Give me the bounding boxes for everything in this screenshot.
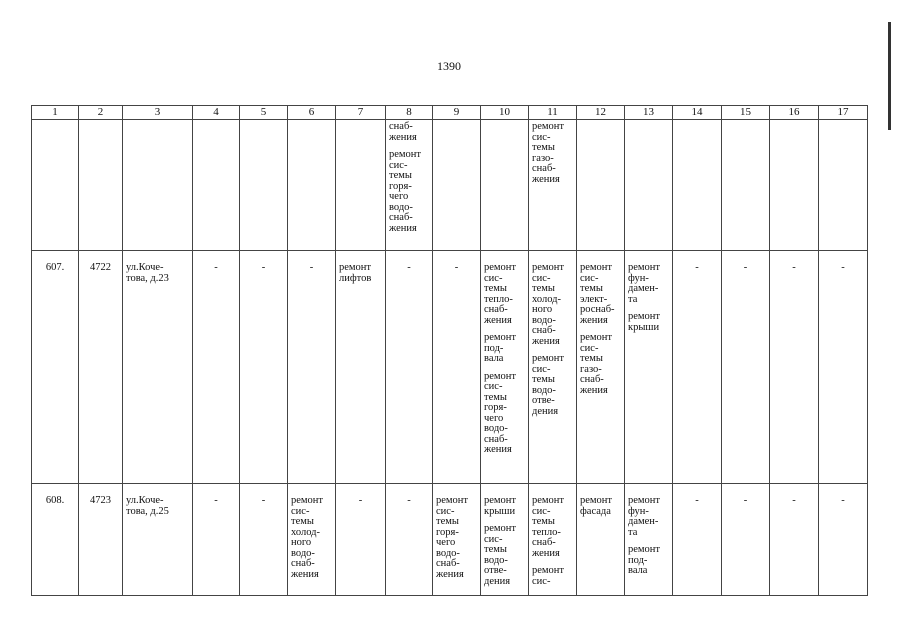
work-item: снаб- жения [389,121,417,143]
header-cell: 3 [123,106,193,120]
header-cell: 17 [819,106,868,120]
dash-cell: - [722,484,770,596]
header-cell: 16 [770,106,819,120]
address: ул.Коче- това, д.25 [123,484,193,596]
cell [770,120,819,251]
cell [625,120,673,251]
header-cell: 7 [336,106,386,120]
work-cell [288,484,336,596]
header-row [32,106,868,120]
dash-cell: - [433,251,481,484]
cell [577,120,625,251]
work-cell [481,251,529,484]
dash-cell: - [819,484,868,596]
dash-cell: - [722,251,770,484]
cell [433,120,481,251]
cell [481,120,529,251]
header-cell: 15 [722,106,770,120]
work-cell [625,251,673,484]
cell [722,120,770,251]
work-item: ремонт сис- темы газо- снаб- жения [532,121,565,185]
house-code: 4723 [79,484,123,596]
cell [673,120,722,251]
work-item: ремонт сис- темы тепло- снаб- жения [484,262,517,326]
work-item: ремонт лифтов [339,262,372,284]
dash-cell: - [288,251,336,484]
header-cell: 13 [625,106,673,120]
work-item: ремонт сис- [532,565,565,587]
work-cell [336,251,386,484]
work-item: ремонт сис- темы горя- чего водо- снаб- жения [484,370,517,455]
work-item: ремонт под- вала [484,332,517,364]
header-cell: 2 [79,106,123,120]
header-cell: 8 [386,106,433,120]
work-item: ремонт фун- дамен- та [628,262,661,305]
work-item: ремонт сис- темы водо- отве- дения [532,353,565,417]
cell [193,120,240,251]
dash-cell: - [386,484,433,596]
dash-cell: - [770,251,819,484]
work-cell [481,484,529,596]
cell [32,120,79,251]
work-item: ремонт фасада [580,495,613,517]
row-number: 608. [32,484,79,596]
dash-cell: - [770,484,819,596]
work-item: ремонт сис- темы холод- ного водо- снаб- жения [291,495,324,580]
work-item: ремонт сис- темы газо- снаб- жения [580,332,613,396]
cell [288,120,336,251]
work-item: ремонт сис- темы тепло- снаб- жения [532,495,565,559]
cell [79,120,123,251]
dash-cell: - [240,484,288,596]
margin-line [888,22,891,130]
work-item: ремонт сис- темы горя- чего водо- снаб- жения [436,495,469,580]
dash-cell: - [673,484,722,596]
work-cell [529,251,577,484]
dash-cell: - [336,484,386,596]
work-item: ремонт сис- темы элект- роснаб- жения [580,262,615,326]
work-cell [433,484,481,596]
work-item: ремонт крыши [628,311,661,333]
page-number: 1390 [437,59,461,73]
header-cell: 9 [433,106,481,120]
header-cell: 14 [673,106,722,120]
dash-cell: - [386,251,433,484]
house-code: 4722 [79,251,123,484]
header-cell: 6 [288,106,336,120]
table-row [32,120,868,251]
dash-cell: - [193,251,240,484]
dash-cell: - [240,251,288,484]
repair-table [31,105,868,596]
work-item: ремонт фун- дамен- та [628,495,661,538]
work-cell [577,484,625,596]
dash-cell: - [193,484,240,596]
header-cell: 4 [193,106,240,120]
dash-cell: - [819,251,868,484]
header-cell: 12 [577,106,625,120]
cell [336,120,386,251]
table-row [32,251,868,484]
row-number: 607. [32,251,79,484]
cell [123,120,193,251]
address: ул.Коче- това, д.23 [123,251,193,484]
work-item: ремонт сис- темы горя- чего водо- снаб- жения [389,149,422,234]
header-cell: 5 [240,106,288,120]
table-row [32,484,868,596]
work-item: ремонт крыши [484,495,517,517]
work-cell [529,484,577,596]
header-cell: 11 [529,106,577,120]
cell [240,120,288,251]
dash-cell: - [673,251,722,484]
work-item: ремонт сис- темы холод- ного водо- снаб- жения [532,262,565,347]
work-cell [625,484,673,596]
cell [819,120,868,251]
header-cell: 10 [481,106,529,120]
work-item: ремонт сис- темы водо- отве- дения [484,523,517,587]
header-cell: 1 [32,106,79,120]
work-item: ремонт под- вала [628,544,661,576]
work-cell [577,251,625,484]
work-cell [529,120,577,251]
work-cell [386,120,433,251]
